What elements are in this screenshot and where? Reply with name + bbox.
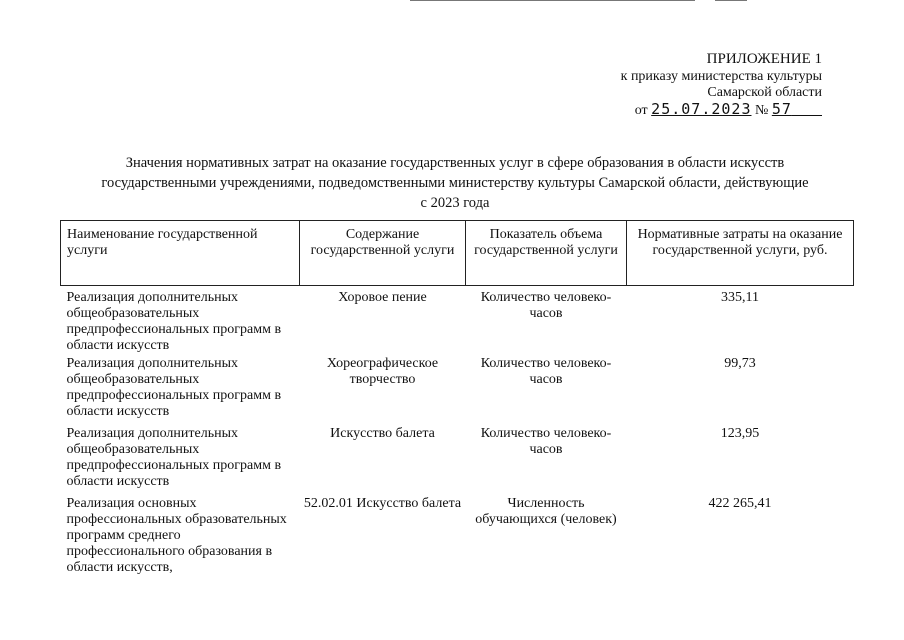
cell-volume-indicator: Количество человеко-часов <box>480 355 612 387</box>
annex-date-line <box>621 101 822 119</box>
cell-volume-indicator: Численность обучающихся (человек) <box>475 495 617 527</box>
cell-normative-cost: 99,73 <box>724 355 756 371</box>
cell-service-content: Хоровое пение <box>338 290 427 305</box>
date-prefix: от <box>634 103 648 118</box>
header-normative-cost: Нормативные затраты на оказание государственной услуги, руб. <box>627 221 854 286</box>
header-volume-indicator: Показатель объема государственной услуги <box>466 221 627 286</box>
title-line: государственными учреждениями, подведомственными министерству культуры Самарской области, действующие <box>101 175 809 191</box>
cell-service-content: 52.02.01 Искусство балета <box>303 495 462 511</box>
annex-line: к приказу министерства культуры <box>620 69 822 84</box>
cell-service-content: Хореографическое творчество <box>326 355 439 387</box>
handwritten-number: 57 <box>771 100 792 118</box>
table-row <box>61 426 854 496</box>
cell-service-name: Реализация основных профессиональных образовательных программ среднего профессионального образования в области искусств, <box>66 495 287 575</box>
cell-service-name: Реализация дополнительных общеобразовательных предпрофессиональных программ в области искусств <box>66 355 282 419</box>
annex-block <box>621 51 822 119</box>
document-title <box>70 153 840 213</box>
table-row <box>61 496 854 576</box>
cell-normative-cost: 123,95 <box>720 425 760 441</box>
table-row <box>61 286 854 356</box>
cell-normative-cost: 335,11 <box>721 290 759 305</box>
cell-service-name: Реализация дополнительных общеобразовательных предпрофессиональных программ в области искусств <box>66 290 282 353</box>
cell-normative-cost: 422 265,41 <box>708 495 772 511</box>
cell-service-name: Реализация дополнительных общеобразовательных предпрофессиональных программ в области искусств <box>66 425 282 489</box>
scan-top-line <box>715 0 747 1</box>
scan-top-line <box>410 0 695 1</box>
cell-service-content: Искусство балета <box>330 425 435 441</box>
header-service-name: Наименование государственной услуги <box>61 221 300 286</box>
cost-table <box>60 220 854 576</box>
title-line: с 2023 года <box>420 195 490 211</box>
title-line: Значения нормативных затрат на оказание государственных услуг в сфере образования в области искусств <box>125 155 785 171</box>
cell-volume-indicator: Количество человеко-часов <box>480 290 612 321</box>
handwritten-date: 25.07.2023 <box>651 100 752 118</box>
header-service-content: Содержание государственной услуги <box>300 221 466 286</box>
annex-heading: ПРИЛОЖЕНИЕ 1 <box>706 51 822 67</box>
table-row <box>61 356 854 426</box>
cell-volume-indicator: Количество человеко-часов <box>480 425 612 457</box>
number-prefix: № <box>754 103 769 118</box>
annex-line: Самарской области <box>707 85 822 100</box>
table-header-row <box>61 221 854 286</box>
